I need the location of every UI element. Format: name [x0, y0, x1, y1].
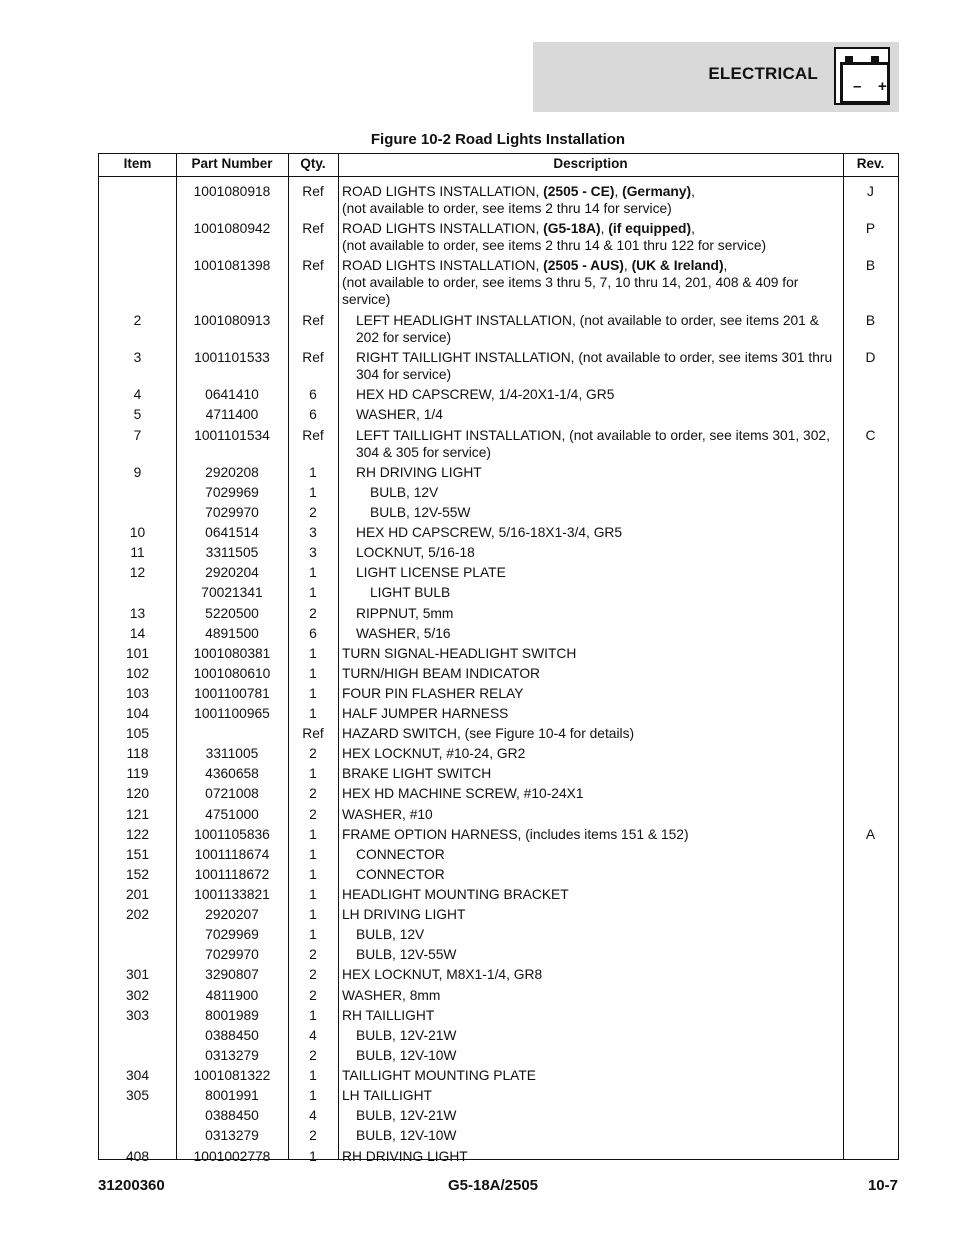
- part-number-cell: 2920208: [205, 465, 259, 480]
- qty-cell: 1: [309, 927, 317, 942]
- description-cell: [342, 464, 837, 481]
- qty-cell: Ref: [302, 428, 324, 443]
- description-text: HEX LOCKNUT, M8X1-1/4, GR8: [342, 967, 543, 982]
- description-text: HEX HD CAPSCREW, 1/4-20X1-1/4, GR5: [356, 387, 615, 402]
- part-number-cell: 1001118672: [194, 867, 270, 882]
- description-text: FRAME OPTION HARNESS, (includes items 151 & 152): [342, 827, 689, 842]
- description-cell: [342, 349, 837, 383]
- description-cell: [342, 1067, 837, 1084]
- description-cell: [342, 524, 837, 541]
- description-text: BULB, 12V-10W: [356, 1048, 457, 1063]
- description-text: BRAKE LIGHT SWITCH: [342, 766, 492, 781]
- qty-cell: 2: [309, 746, 317, 761]
- qty-cell: Ref: [302, 221, 324, 236]
- description-text: ,: [723, 258, 728, 273]
- qty-cell: 1: [309, 1068, 317, 1083]
- part-number-cell: 0721008: [205, 786, 259, 801]
- rev-cell: C: [865, 428, 876, 443]
- description-cell: [342, 484, 837, 501]
- qty-cell: 1: [309, 646, 317, 661]
- description-text: LIGHT LICENSE PLATE: [356, 565, 506, 580]
- rev-cell: J: [867, 184, 874, 199]
- part-number-cell: 8001991: [205, 1088, 259, 1103]
- part-number-cell: 7029969: [205, 485, 259, 500]
- qty-cell: 2: [309, 606, 317, 621]
- description-cell: [342, 966, 837, 983]
- description-text: LEFT HEADLIGHT INSTALLATION, (not available to order, see items 201 & 202 for service): [356, 313, 819, 345]
- description-main: [342, 184, 695, 199]
- part-number-cell: 3311005: [205, 746, 259, 761]
- part-number-cell: 1001080610: [193, 666, 271, 681]
- part-number-cell: 3290807: [205, 967, 259, 982]
- description-cell: [342, 946, 837, 963]
- item-cell: 7: [133, 428, 142, 443]
- description-note: (not available to order, see items 2 thru 14 for service): [342, 201, 672, 216]
- item-cell: 105: [125, 726, 150, 741]
- item-cell: 14: [129, 626, 146, 641]
- qty-cell: 1: [309, 565, 317, 580]
- qty-cell: 2: [309, 807, 317, 822]
- description-cell: [342, 386, 837, 403]
- qty-cell: Ref: [302, 258, 324, 273]
- description-cell: [342, 427, 837, 461]
- battery-icon: [834, 47, 890, 105]
- description-cell: [342, 544, 837, 561]
- description-text: BULB, 12V-55W: [356, 947, 457, 962]
- qty-cell: 1: [309, 465, 317, 480]
- figure-title: Figure 10-2 Road Lights Installation: [370, 131, 626, 148]
- item-cell: 302: [125, 988, 150, 1003]
- qty-cell: 1: [309, 706, 317, 721]
- column-divider: [338, 154, 339, 1159]
- description-bold-qualifier: (2505 - CE): [543, 184, 615, 199]
- part-number-cell: 1001100965: [194, 706, 270, 721]
- description-text: WASHER, 8mm: [342, 988, 441, 1003]
- column-divider: [843, 154, 844, 1159]
- column-header-description: Description: [553, 156, 628, 171]
- part-number-cell: 1001080918: [193, 184, 271, 199]
- description-cell: [342, 257, 837, 308]
- description-text: HAZARD SWITCH, (see Figure 10-4 for details): [342, 726, 635, 741]
- description-text: LIGHT BULB: [370, 585, 451, 600]
- item-cell: 104: [125, 706, 150, 721]
- part-number-cell: 5220500: [205, 606, 259, 621]
- description-text: HEX HD MACHINE SCREW, #10-24X1: [342, 786, 584, 801]
- qty-cell: 1: [309, 585, 317, 600]
- description-text: RH DRIVING LIGHT: [342, 1149, 468, 1164]
- item-cell: 121: [125, 807, 150, 822]
- description-text: LH TAILLIGHT: [342, 1088, 432, 1103]
- description-text: CONNECTOR: [356, 847, 445, 862]
- part-number-cell: 1001101534: [194, 428, 270, 443]
- battery-minus-sign: –: [853, 78, 862, 95]
- description-text: ,: [614, 184, 623, 199]
- description-main: [342, 221, 695, 236]
- qty-cell: 1: [309, 1008, 317, 1023]
- part-number-cell: 0641410: [205, 387, 259, 402]
- part-number-cell: 2920204: [205, 565, 259, 580]
- qty-cell: Ref: [302, 184, 324, 199]
- rev-cell: B: [865, 313, 876, 328]
- qty-cell: 1: [309, 827, 317, 842]
- qty-cell: 1: [309, 485, 317, 500]
- qty-cell: 1: [309, 1149, 317, 1164]
- description-cell: [342, 1148, 837, 1165]
- description-text: BULB, 12V-55W: [370, 505, 471, 520]
- qty-cell: 2: [309, 947, 317, 962]
- description-cell: [342, 220, 837, 254]
- description-cell: [342, 765, 837, 782]
- rev-cell: D: [865, 350, 876, 365]
- item-cell: 201: [125, 887, 150, 902]
- description-cell: [342, 725, 837, 742]
- description-text: CONNECTOR: [356, 867, 445, 882]
- description-cell: [342, 987, 837, 1004]
- description-text: RIGHT TAILLIGHT INSTALLATION, (not available to order, see items 301 thru 304 for service): [356, 350, 833, 382]
- footer-doc-number: 31200360: [98, 1177, 165, 1194]
- item-cell: 118: [126, 746, 149, 761]
- description-cell: [342, 846, 837, 863]
- qty-cell: 1: [309, 847, 317, 862]
- qty-cell: 6: [309, 626, 317, 641]
- description-cell: [342, 564, 837, 581]
- description-text: TURN/HIGH BEAM INDICATOR: [342, 666, 541, 681]
- item-cell: 11: [130, 545, 145, 560]
- item-cell: 9: [133, 465, 142, 480]
- part-number-cell: 7029969: [205, 927, 259, 942]
- description-cell: [342, 584, 837, 601]
- item-cell: 102: [125, 666, 150, 681]
- part-number-cell: 1001118674: [194, 847, 270, 862]
- qty-cell: 6: [309, 407, 317, 422]
- item-cell: 122: [125, 827, 150, 842]
- column-header-item: Item: [123, 156, 152, 171]
- item-cell: 101: [125, 646, 150, 661]
- item-cell: 151: [125, 847, 150, 862]
- item-cell: 202: [125, 907, 150, 922]
- description-cell: [342, 866, 837, 883]
- description-cell: [342, 1047, 837, 1064]
- part-number-cell: 1001101533: [194, 350, 270, 365]
- description-text: TURN SIGNAL-HEADLIGHT SWITCH: [342, 646, 577, 661]
- part-number-cell: 0388450: [205, 1108, 259, 1123]
- part-number-cell: 3311505: [205, 545, 259, 560]
- battery-body: [840, 62, 890, 104]
- description-cell: [342, 665, 837, 682]
- item-cell: 303: [125, 1008, 150, 1023]
- qty-cell: Ref: [302, 350, 324, 365]
- description-cell: [342, 745, 837, 762]
- part-number-cell: 0388450: [205, 1028, 259, 1043]
- qty-cell: 2: [309, 1128, 317, 1143]
- column-header-rev: Rev.: [856, 156, 885, 171]
- description-text: BULB, 12V-21W: [356, 1108, 457, 1123]
- description-cell: [342, 605, 837, 622]
- qty-cell: 1: [309, 686, 317, 701]
- part-number-cell: 0313279: [205, 1048, 259, 1063]
- qty-cell: Ref: [302, 313, 324, 328]
- rev-cell: P: [865, 221, 876, 236]
- description-cell: [342, 926, 837, 943]
- description-cell: [342, 906, 837, 923]
- description-cell: [342, 1107, 837, 1124]
- part-number-cell: 4751000: [205, 807, 259, 822]
- part-number-cell: 70021341: [201, 585, 263, 600]
- description-main: [342, 258, 727, 273]
- description-note: (not available to order, see items 2 thru 14 & 101 thru 122 for service): [342, 238, 767, 253]
- description-cell: [342, 625, 837, 642]
- rev-cell: A: [865, 827, 876, 842]
- battery-plus-sign: +: [878, 78, 887, 95]
- item-cell: 2: [133, 313, 142, 328]
- qty-cell: 1: [309, 766, 317, 781]
- item-cell: 305: [125, 1088, 150, 1103]
- item-cell: 119: [126, 766, 149, 781]
- item-cell: 103: [125, 686, 150, 701]
- description-text: ,: [691, 184, 695, 199]
- part-number-cell: 4811900: [205, 988, 259, 1003]
- part-number-cell: 7029970: [205, 505, 259, 520]
- part-number-cell: 2920207: [205, 907, 259, 922]
- item-cell: 12: [129, 565, 146, 580]
- part-number-cell: 1001080913: [193, 313, 271, 328]
- description-text: FOUR PIN FLASHER RELAY: [342, 686, 524, 701]
- description-text: ROAD LIGHTS INSTALLATION,: [342, 221, 544, 236]
- description-text: BULB, 12V-10W: [356, 1128, 457, 1143]
- qty-cell: 4: [309, 1108, 317, 1123]
- description-bold-qualifier: (UK & Ireland): [631, 258, 724, 273]
- qty-cell: 2: [309, 988, 317, 1003]
- section-title: ELECTRICAL: [708, 64, 818, 83]
- parts-table: [98, 153, 899, 1164]
- description-cell: [342, 1007, 837, 1024]
- description-text: WASHER, #10: [342, 807, 433, 822]
- part-number-cell: 4360658: [205, 766, 259, 781]
- part-number-cell: 0313279: [205, 1128, 259, 1143]
- item-cell: 408: [125, 1149, 150, 1164]
- description-bold-qualifier: (2505 - AUS): [543, 258, 624, 273]
- description-text: ,: [623, 258, 632, 273]
- qty-cell: 3: [309, 525, 317, 540]
- description-cell: [342, 1027, 837, 1044]
- description-text: RIPPNUT, 5mm: [356, 606, 454, 621]
- qty-cell: 1: [309, 907, 317, 922]
- qty-cell: 1: [309, 867, 317, 882]
- description-cell: [342, 406, 837, 423]
- description-cell: [342, 685, 837, 702]
- description-cell: [342, 785, 837, 802]
- part-number-cell: 1001081322: [193, 1068, 271, 1083]
- description-cell: [342, 886, 837, 903]
- qty-cell: 3: [309, 545, 317, 560]
- qty-cell: 1: [309, 666, 317, 681]
- description-text: ROAD LIGHTS INSTALLATION,: [342, 184, 544, 199]
- part-number-cell: 1001080381: [193, 646, 271, 661]
- part-number-cell: 7029970: [205, 947, 259, 962]
- description-text: LEFT TAILLIGHT INSTALLATION, (not available to order, see items 301, 302, 304 & 305 for service): [356, 428, 830, 460]
- description-cell: [342, 645, 837, 662]
- description-text: RH DRIVING LIGHT: [356, 465, 482, 480]
- description-cell: [342, 1087, 837, 1104]
- qty-cell: 1: [309, 1088, 317, 1103]
- part-number-cell: 8001989: [205, 1008, 259, 1023]
- item-cell: 4: [133, 387, 142, 402]
- qty-cell: 1: [309, 887, 317, 902]
- part-number-cell: 1001100781: [194, 686, 270, 701]
- part-number-cell: 4891500: [205, 626, 259, 641]
- column-header-part-number: Part Number: [191, 156, 273, 171]
- qty-cell: 2: [309, 505, 317, 520]
- description-text: RH TAILLIGHT: [342, 1008, 435, 1023]
- description-text: HEX HD CAPSCREW, 5/16-18X1-3/4, GR5: [356, 525, 623, 540]
- description-bold-qualifier: (G5-18A): [543, 221, 601, 236]
- description-text: WASHER, 5/16: [356, 626, 451, 641]
- description-bold-qualifier: (Germany): [622, 184, 692, 199]
- qty-cell: 2: [309, 1048, 317, 1063]
- description-text: HALF JUMPER HARNESS: [342, 706, 509, 721]
- item-cell: 3: [133, 350, 142, 365]
- item-cell: 10: [129, 525, 146, 540]
- qty-cell: 4: [309, 1028, 317, 1043]
- item-cell: 304: [125, 1068, 150, 1083]
- column-header-qty: Qty.: [300, 156, 326, 171]
- part-number-cell: 1001080942: [193, 221, 271, 236]
- description-text: LOCKNUT, 5/16-18: [356, 545, 475, 560]
- description-text: TAILLIGHT MOUNTING PLATE: [342, 1068, 536, 1083]
- description-bold-qualifier: (if equipped): [608, 221, 692, 236]
- qty-cell: 2: [309, 786, 317, 801]
- description-text: WASHER, 1/4: [356, 407, 443, 422]
- description-text: ,: [691, 221, 695, 236]
- part-number-cell: 1001133821: [194, 887, 270, 902]
- description-text: BULB, 12V-21W: [356, 1028, 457, 1043]
- item-cell: 5: [133, 407, 142, 422]
- header-divider: [99, 176, 898, 177]
- description-cell: [342, 312, 837, 346]
- description-cell: [342, 504, 837, 521]
- description-text: ROAD LIGHTS INSTALLATION,: [342, 258, 544, 273]
- description-text: BULB, 12V: [370, 485, 439, 500]
- description-cell: [342, 183, 837, 217]
- footer-page-number: 10-7: [867, 1177, 898, 1194]
- description-text: HEX LOCKNUT, #10-24, GR2: [342, 746, 526, 761]
- item-cell: 13: [129, 606, 146, 621]
- description-cell: [342, 1127, 837, 1144]
- description-text: BULB, 12V: [356, 927, 425, 942]
- footer-model: G5-18A/2505: [447, 1177, 539, 1194]
- qty-cell: 6: [309, 387, 317, 402]
- description-cell: [342, 826, 837, 843]
- description-text: ,: [600, 221, 609, 236]
- part-number-cell: 1001002778: [193, 1149, 271, 1164]
- part-number-cell: 4711400: [205, 407, 259, 422]
- description-cell: [342, 806, 837, 823]
- qty-cell: 2: [309, 967, 317, 982]
- description-note: (not available to order, see items 3 thru 5, 7, 10 thru 14, 201, 408 & 409 for service): [342, 275, 799, 307]
- part-number-cell: 1001105836: [194, 827, 270, 842]
- description-text: HEADLIGHT MOUNTING BRACKET: [342, 887, 569, 902]
- description-cell: [342, 705, 837, 722]
- qty-cell: Ref: [302, 726, 324, 741]
- item-cell: 301: [125, 967, 150, 982]
- item-cell: 152: [125, 867, 150, 882]
- part-number-cell: 0641514: [205, 525, 259, 540]
- item-cell: 120: [125, 786, 150, 801]
- description-text: LH DRIVING LIGHT: [342, 907, 466, 922]
- part-number-cell: 1001081398: [193, 258, 271, 273]
- rev-cell: B: [865, 258, 876, 273]
